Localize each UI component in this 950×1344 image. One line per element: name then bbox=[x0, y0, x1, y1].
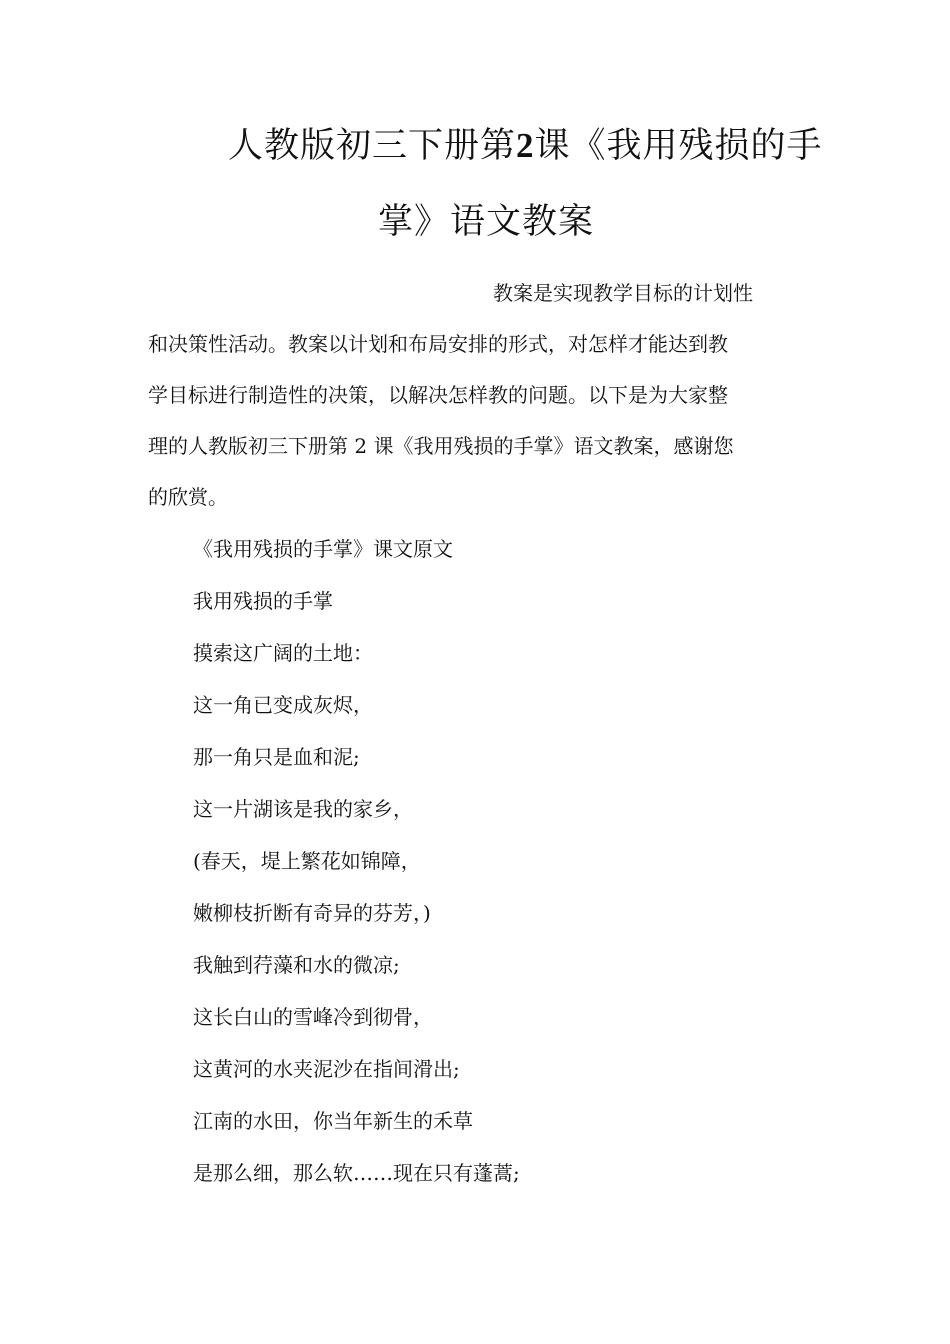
intro-line-3: 学目标进行制造性的决策，以解决怎样教的问题。以下是为大家整 bbox=[148, 383, 728, 407]
poem-line: 那一角只是血和泥; bbox=[193, 745, 360, 769]
title-lesson-number: 2 bbox=[516, 126, 535, 165]
poem-line: 是那么细，那么软……现在只有蓬蒿; bbox=[193, 1161, 520, 1185]
intro-line-1: 教案是实现教学目标的计划性 bbox=[493, 281, 753, 305]
poem-line: 这黄河的水夹泥沙在指间滑出; bbox=[193, 1057, 460, 1081]
poem-line: 这长白山的雪峰冷到彻骨， bbox=[193, 1005, 433, 1029]
poem-line: 我用残损的手掌 bbox=[193, 589, 333, 613]
title-line-1 bbox=[228, 126, 823, 166]
title-suffix: 课《我用残损的手 bbox=[534, 126, 823, 166]
intro-line-5: 的欣赏。 bbox=[148, 485, 228, 509]
title-line-2: 掌》语文教案 bbox=[378, 202, 595, 242]
poem-line: 摸索这广阔的土地： bbox=[193, 641, 373, 665]
poem-line: (春天，堤上繁花如锦障， bbox=[193, 849, 421, 873]
title-prefix: 人教版初三下册第 bbox=[228, 126, 517, 166]
intro-line-2: 和决策性活动。教案以计划和布局安排的形式，对怎样才能达到教 bbox=[148, 332, 728, 356]
poem-line: 嫩柳枝折断有奇异的芬芳，) bbox=[193, 901, 431, 925]
poem-line: 我触到荇藻和水的微凉; bbox=[193, 953, 400, 977]
section-heading: 《我用残损的手掌》课文原文 bbox=[193, 537, 453, 561]
intro-line-4: 理的人教版初三下册第 2 课《我用残损的手掌》语文教案，感谢您 bbox=[148, 434, 734, 458]
poem-line: 江南的水田，你当年新生的禾草 bbox=[193, 1109, 473, 1133]
poem-line: 这一角已变成灰烬， bbox=[193, 693, 373, 717]
poem-line: 这一片湖该是我的家乡， bbox=[193, 797, 413, 821]
